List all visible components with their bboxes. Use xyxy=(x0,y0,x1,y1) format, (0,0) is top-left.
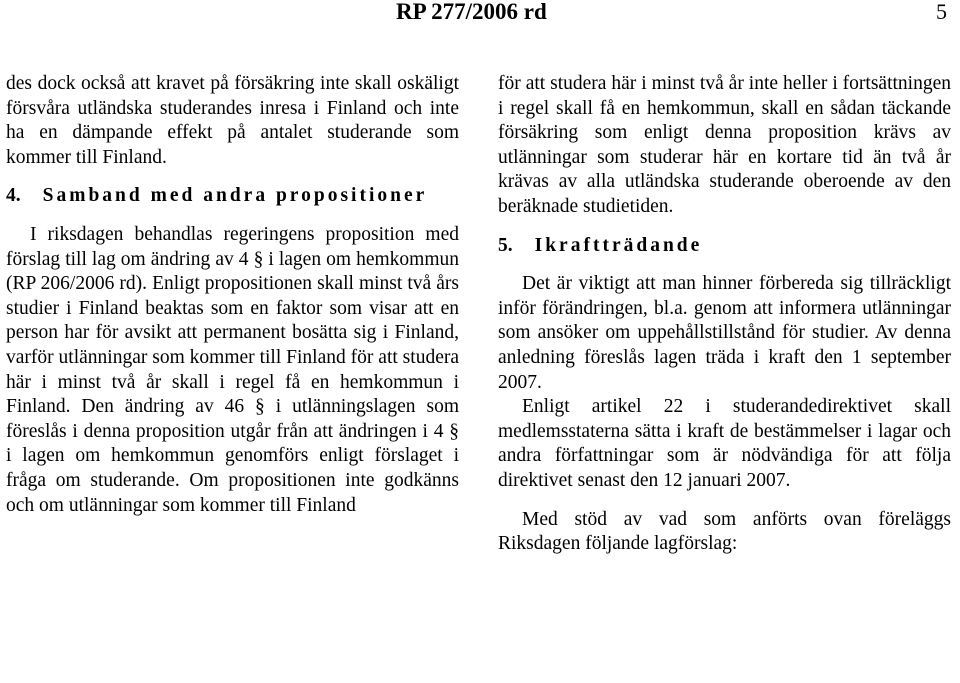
section-number: 4. xyxy=(6,185,21,207)
left-column xyxy=(6,72,459,518)
right-column xyxy=(498,72,951,557)
paragraph: för att studera här i minst två år inte heller i fortsättningen i regel skall få en hemkommun, skall en sådan täckande försäkring som enligt denna proposition krävs av utlänningar som studerar här en kortare tid än två år krävas av alla utländska studerande oberoende av den beräknade studietiden. xyxy=(498,73,951,217)
section-heading-5 xyxy=(498,234,951,259)
section-title: Samband med andra propositioner xyxy=(42,185,428,207)
paragraph: Det är viktigt att man hinner förbereda sig tillräckligt inför förändringen, bl.a. genom att informera utlänningar som ansöker om uppehållstillstånd för studier. Av denna anledning föreslås lagen träda i kraft den 1 september 2007. xyxy=(498,273,951,393)
section-heading-4 xyxy=(6,184,459,209)
section-number: 5. xyxy=(498,234,513,256)
page-number: 5 xyxy=(936,0,947,24)
paragraph: Enligt artikel 22 i studerandedirektivet skall medlemsstaterna sätta i kraft de bestämmelser i lagar och andra författningar som är nödvändiga för att följa direktivet senast den 12 januari 2007. xyxy=(498,396,951,491)
document-id: RP 277/2006 rd xyxy=(396,0,547,24)
paragraph: des dock också att kravet på försäkring inte skall oskäligt försvåra utländska studerandes inresa i Finland och inte ha en dämpande effekt på antalet studerande som kommer till Finland. xyxy=(6,73,459,168)
paragraph: Med stöd av vad som anförts ovan föreläggs Riksdagen följande lagförslag: xyxy=(498,508,951,555)
page-header xyxy=(0,0,960,30)
paragraph: I riksdagen behandlas regeringens proposition med förslag till lag om ändring av 4 § i lagen om hemkommun (RP 206/2006 rd). Enligt propositionen skall minst två års studier i Finland beaktas som en faktor som visar att en person har för avsikt att permanent bosätta sig i Finland, varför utlänningar som kommer till Finland för att studera här i minst två år skall i regel få en hemkommun i Finland. Den ändring av 46 § i utlänningslagen som föreslås i denna proposition utgår från att ändringen i 4 § i lagen om hemkommun genomförs enligt förslaget i fråga om studerande. Om propositionen inte godkänns och om utlänningar som kommer till Finland xyxy=(6,223,459,516)
section-title: Ikraftträdande xyxy=(534,234,703,256)
